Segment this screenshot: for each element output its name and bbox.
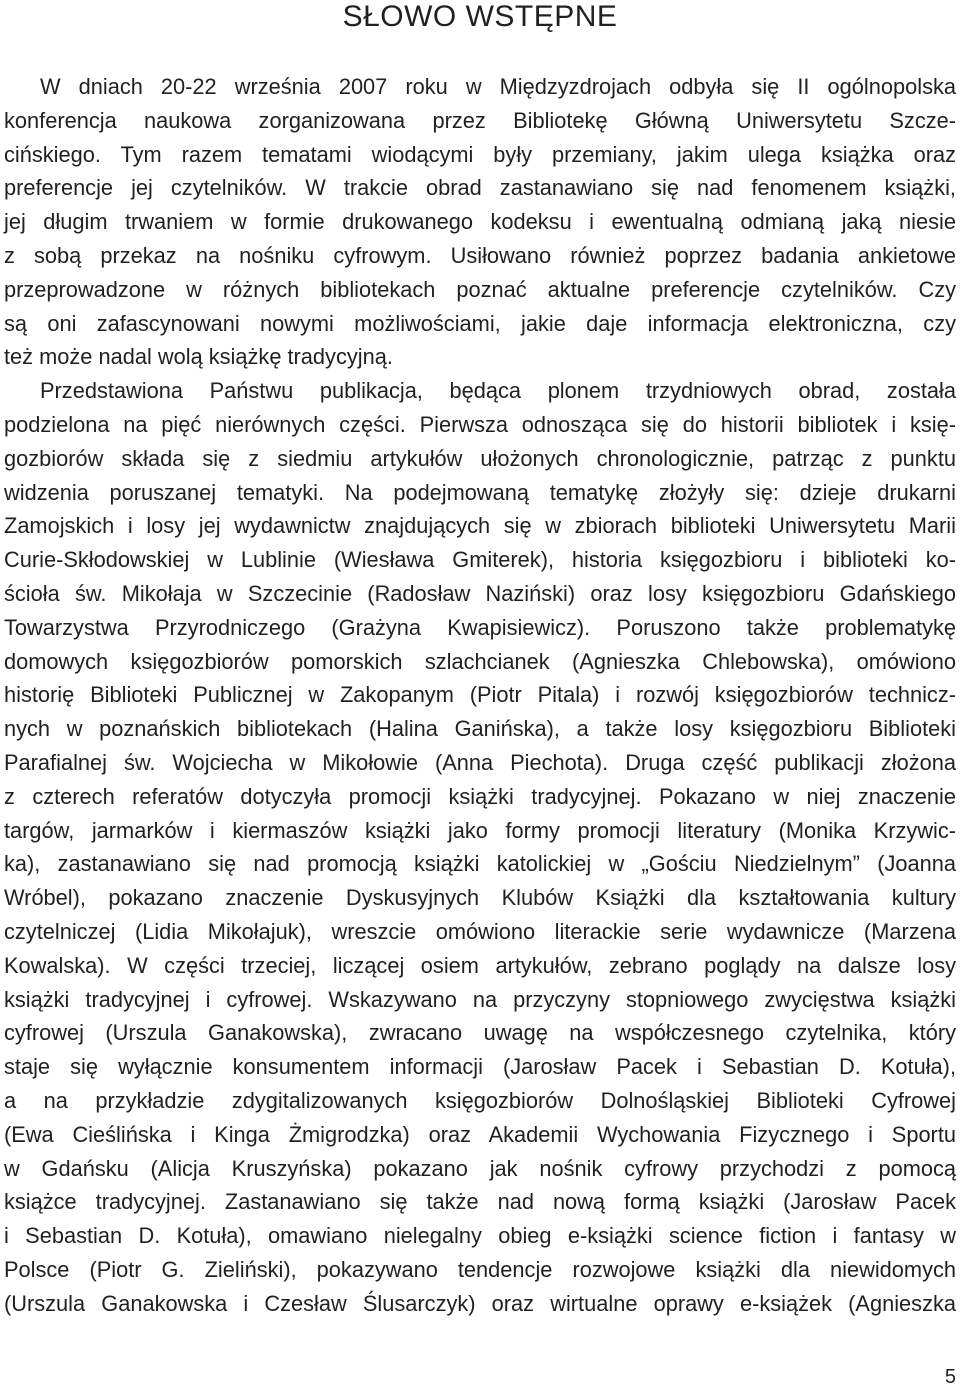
paragraph-2-line: i Sebastian D. Kotuła), omawiano nielegalny obieg e-książki science fiction i fantasy w: [4, 1223, 956, 1249]
paragraph-2-line: książki tradycyjnej i cyfrowej. Wskazywano na przyczyny stopniowego zwycięstwa książki: [4, 986, 956, 1012]
paragraph-2-line: cyfrowej (Urszula Ganakowska), zwracano uwagę na współczesnego czytelnika, który: [4, 1020, 956, 1046]
paragraph-2-line: nych w poznańskich bibliotekach (Halina Ganińska), a także losy księgozbioru Biblioteki: [4, 716, 956, 742]
paragraph-2-line: z czterech referatów dotyczyła promocji książki tradycyjnej. Pokazano w niej znaczenie: [4, 783, 956, 809]
paragraph-2-line: Zamojskich i losy jej wydawnictw znajdujących się w zbiorach biblioteki Uniwersytetu Marii: [4, 513, 956, 539]
paragraph-2-line: Polsce (Piotr G. Zieliński), pokazywano tendencje rozwojowe książki dla niewidomych: [4, 1256, 956, 1282]
paragraph-2-line: Wróbel), pokazano znaczenie Dyskusyjnych Klubów Książki dla kształtowania kultury: [4, 885, 956, 911]
paragraph-2-line: Parafialnej św. Wojciecha w Mikołowie (Anna Piechota). Druga część publikacji złożona: [4, 749, 956, 775]
paragraph-1-line: też może nadal wolą książkę tradycyjną.: [4, 344, 393, 370]
paragraph-2-line: targów, jarmarków i kiermaszów książki jako formy promocji literatury (Monika Krzywic-: [4, 817, 956, 843]
paragraph-1-line: jej długim trwaniem w formie drukowanego kodeksu i ewentualną odmianą jaką niesie: [4, 209, 956, 235]
paragraph-1-line: z sobą przekaz na nośniku cyfrowym. Usiłowano również poprzez badania ankietowe: [4, 242, 956, 268]
paragraph-2-line: staje się wyłącznie konsumentem informacji (Jarosław Pacek i Sebastian D. Kotuła),: [4, 1054, 956, 1080]
paragraph-2-line: widzenia poruszanej tematyki. Na podejmowaną tematykę złożyły się: dzieje drukarni: [4, 479, 956, 505]
paragraph-1-line: cińskiego. Tym razem tematami wiodącymi były przemiany, jakim ulega książka oraz: [4, 141, 956, 167]
paragraph-1-line: W dniach 20-22 września 2007 roku w Międzyzdrojach odbyła się II ogólnopolska: [40, 74, 956, 99]
paragraph-2-line: Towarzystwa Przyrodniczego (Grażyna Kwapisiewicz). Poruszono także problematykę: [4, 614, 956, 640]
paragraph-1-line: preferencje jej czytelników. W trakcie obrad zastanawiano się nad fenomenem książki,: [4, 175, 956, 201]
paragraph-1-line: przeprowadzone w różnych bibliotekach poznać aktualne preferencje czytelników. Czy: [4, 276, 956, 302]
paragraph-2-line: Curie-Skłodowskiej w Lublinie (Wiesława Gmiterek), historia księgozbioru i biblioteki ko-: [4, 547, 956, 573]
paragraph-2-line: gozbiorów składa się z siedmiu artykułów ułożonych chronologicznie, patrząc z punktu: [4, 445, 956, 471]
paragraph-2-line: w Gdańsku (Alicja Kruszyńska) pokazano jak nośnik cyfrowy przychodzi z pomocą: [4, 1155, 956, 1181]
paragraph-2-line: książce tradycyjnej. Zastanawiano się także nad nową formą książki (Jarosław Pacek: [4, 1189, 956, 1215]
paragraph-2-line: historię Biblioteki Publicznej w Zakopanym (Piotr Pitala) i rozwój księgozbiorów technicz-: [4, 682, 956, 708]
paragraph-2-line: domowych księgozbiorów pomorskich szlachcianek (Agnieszka Chlebowska), omówiono: [4, 648, 956, 674]
paragraph-2-line: czytelniczej (Lidia Mikołajuk), wreszcie omówiono literackie serie wydawnicze (Marzena: [4, 918, 956, 944]
paragraph-1-line: konferencja naukowa zorganizowana przez Bibliotekę Główną Uniwersytetu Szcze-: [4, 107, 956, 133]
page-title: SŁOWO WSTĘPNE: [342, 0, 618, 33]
paragraph-1-line: są oni zafascynowani nowymi możliwościami, jakie daje informacja elektroniczna, czy: [4, 310, 956, 336]
paragraph-2-line: podzielona na pięć nierównych części. Pierwsza odnosząca się do historii bibliotek i księ-: [4, 411, 956, 437]
page-number: 5: [944, 1366, 956, 1388]
paragraph-2-line: (Urszula Ganakowska i Czesław Ślusarczyk) oraz wirtualne oprawy e-książek (Agnieszka: [4, 1290, 956, 1316]
paragraph-2-line: (Ewa Cieślińska i Kinga Żmigrodzka) oraz Akademii Wychowania Fizycznego i Sportu: [4, 1121, 956, 1147]
paragraph-2-line: ścioła św. Mikołaja w Szczecinie (Radosław Naziński) oraz losy księgozbioru Gdańskiego: [4, 580, 956, 606]
paragraph-2-line: Przedstawiona Państwu publikacja, będąca plonem trzydniowych obrad, została: [40, 378, 956, 404]
paragraph-2-line: a na przykładzie zdygitalizowanych księgozbiorów Dolnośląskiej Biblioteki Cyfrowej: [4, 1087, 956, 1113]
paragraph-2-line: Kowalska). W części trzeciej, liczącej osiem artykułów, zebrano poglądy na dalsze losy: [4, 952, 956, 978]
body-text: [4, 70, 956, 1320]
paragraph-2-line: ka), zastanawiano się nad promocją książki katolickiej w „Gościu Niedzielnym” (Joanna: [4, 851, 956, 877]
